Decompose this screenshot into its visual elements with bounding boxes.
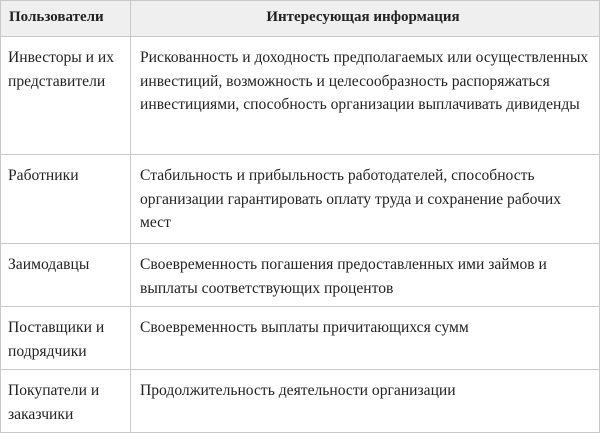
user-cell: Работники [1,155,131,244]
user-cell: Покупатели и заказчики [1,370,131,433]
header-users: Пользователи [1,1,131,37]
table-row [1,370,600,433]
info-cell: Своевременность погашения предоставленных ими займов и выплаты соответствующих процентов [131,244,600,307]
info-cell: Своевременность выплаты причитающихся сумм [131,307,600,370]
info-cell: Рискованность и доходность предполагаемых или осуществленных инвестиций, возможность и целесообразность распоряжаться инвестициями, способность организации выплачивать дивиденды [131,37,600,155]
table-row [1,307,600,370]
table-row [1,37,600,155]
table-row [1,155,600,244]
header-information: Интересующая информация [131,1,600,37]
table-row [1,244,600,307]
info-cell: Продолжительность деятельности организации [131,370,600,433]
user-cell: Поставщики и подрядчики [1,307,131,370]
user-cell: Заимодавцы [1,244,131,307]
info-cell: Стабильность и прибыльность работодателей, способность организации гарантировать оплату труда и сохранение рабочих мест [131,155,600,244]
user-cell: Инвесторы и их представители [1,37,131,155]
table-header-row [1,1,600,37]
